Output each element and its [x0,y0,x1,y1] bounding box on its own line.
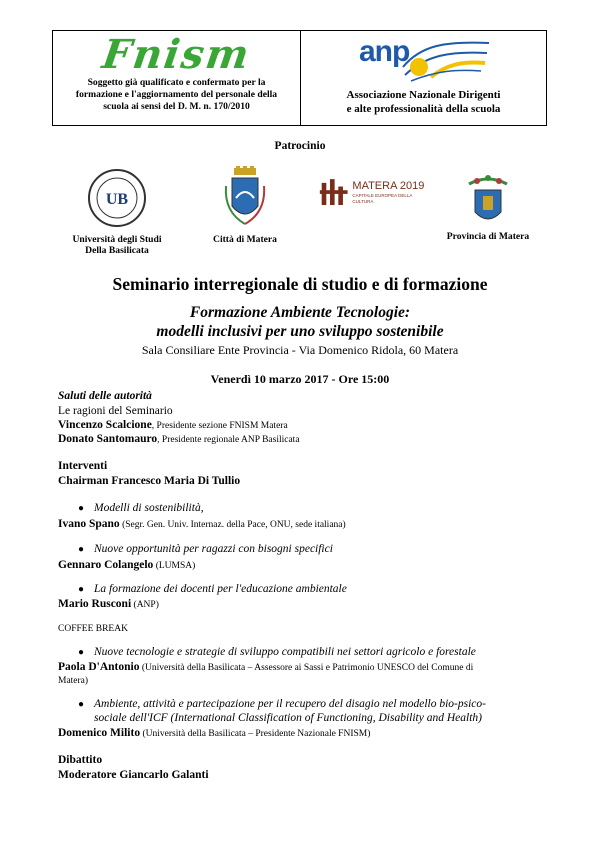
speaker-name: Gennaro Colangelo [58,559,154,571]
speaker-row [58,598,159,610]
bullet-icon: ● [78,584,85,595]
bullet-icon: ● [78,503,85,514]
bullet-icon: ● [78,544,85,555]
speaker-role: , Presidente sezione FNISM Matera [151,421,288,431]
fnism-description [53,77,300,113]
speaker-name: Ivano Spano [58,518,120,530]
speaker-name: Donato Santomauro [58,433,158,445]
bullet-icon: ● [78,699,85,710]
speaker-name: Domenico Milito [58,727,141,739]
event-subtitle-line2: modelli inclusivi per uno sviluppo sostenibile [156,323,444,340]
header-box [52,30,547,126]
unibas-seal-text: UB [105,191,129,208]
anp-logo-area [301,31,546,83]
unibas-name-line: Università degli Studi [72,233,162,245]
speaker-role: (Università della Basilicata – Assessore ai Sassi e Patrimonio UNESCO del Comune di [139,663,474,673]
matera2019-mark-icon [318,176,349,210]
fnism-line: formazione e l'aggiornamento del personale della [75,89,278,100]
speaker-role: , Presidente regionale ANP Basilicata [157,435,300,445]
talk-title-line1: Ambiente, attività e partecipazione per il recupero del disagio nel modello bio-psico- [94,698,486,710]
fnism-line: Soggetto già qualificato e confermato per la [87,77,266,88]
matera2019-subtext: CAPITALE EUROPEA DELLA CULTURA [352,192,413,204]
speaker-role: (LUMSA) [153,561,196,571]
speaker-row [58,559,195,571]
speaker-role: (Università della Basilicata – Presidente Nazionale FNISM) [140,729,371,739]
dibattito-heading: Dibattito [58,754,103,766]
sponsor-citta-matera [200,166,290,245]
provincia-crest-icon [463,174,513,226]
fnism-logo: Fnism [99,31,254,78]
event-title: Seminario interregionale di studio e di formazione [112,274,488,294]
unibas-name-line: Della Basilicata [85,245,149,256]
speaker-role-continued: Matera) [58,676,89,686]
sponsor-provincia [438,174,538,242]
anp-swoosh-icon [401,37,491,83]
patrocinio-heading: Patrocinio [274,140,326,152]
coffee-break: COFFEE BREAK [58,624,128,634]
moderatore-line: Moderatore Giancarlo Galanti [58,769,209,781]
event-subtitle-line1: Formazione Ambiente Tecnologie: [189,304,411,321]
citta-label: Città di Matera [213,233,277,245]
ragioni-line: Le ragioni del Seminario [58,405,173,417]
talk-title: Modelli di sostenibilità, [94,502,204,514]
sponsor-matera2019 [318,176,428,210]
anp-logo: anp [359,35,410,68]
matera2019-text: MATERA 2019 [352,180,425,193]
provincia-label: Provincia di Matera [446,230,530,242]
speaker-row [58,518,346,530]
bullet-icon: ● [78,647,85,658]
talk-title: Nuove tecnologie e strategie di sviluppo compatibili nei settori agricolo e forestale [94,646,476,658]
talk-title-line2: sociale dell'ICF (International Classification of Functioning, Disability and Health) [94,712,482,724]
talk-title: Nuove opportunità per ragazzi con bisogni specifici [94,543,333,555]
speaker-row [58,419,288,431]
event-date: Venerdì 10 marzo 2017 - Ore 15:00 [210,372,390,386]
speaker-row [58,727,370,739]
interventi-heading: Interventi [58,460,108,472]
speaker-row [58,433,300,445]
fnism-line: scuola ai sensi del D. M. n. 170/2010 [103,101,250,112]
anp-line: Associazione Nazionale Dirigenti [346,89,501,101]
speaker-name: Mario Rusconi [58,598,132,610]
anp-description [301,89,546,116]
speaker-role: (ANP) [131,600,159,610]
saluti-heading: Saluti delle autorità [58,390,152,402]
matera2019-logo [318,176,428,210]
speaker-row [58,661,473,673]
speaker-name: Paola D'Antonio [58,661,140,673]
sponsor-unibas [62,168,172,257]
speaker-name: Vincenzo Scalcione [58,419,152,431]
chairman-line: Chairman Francesco Maria Di Tullio [58,475,241,487]
talk-title: La formazione dei docenti per l'educazione ambientale [94,583,347,595]
anp-line: e alte professionalità della scuola [346,102,501,115]
anp-panel [301,31,546,125]
unibas-seal-icon [87,168,147,228]
speaker-role: (Segr. Gen. Univ. Internaz. della Pace, ONU, sede italiana) [119,520,346,530]
city-crest-icon [220,166,270,228]
fnism-panel [53,31,301,125]
event-venue: Sala Consiliare Ente Provincia - Via Domenico Ridola, 60 Matera [141,343,459,357]
